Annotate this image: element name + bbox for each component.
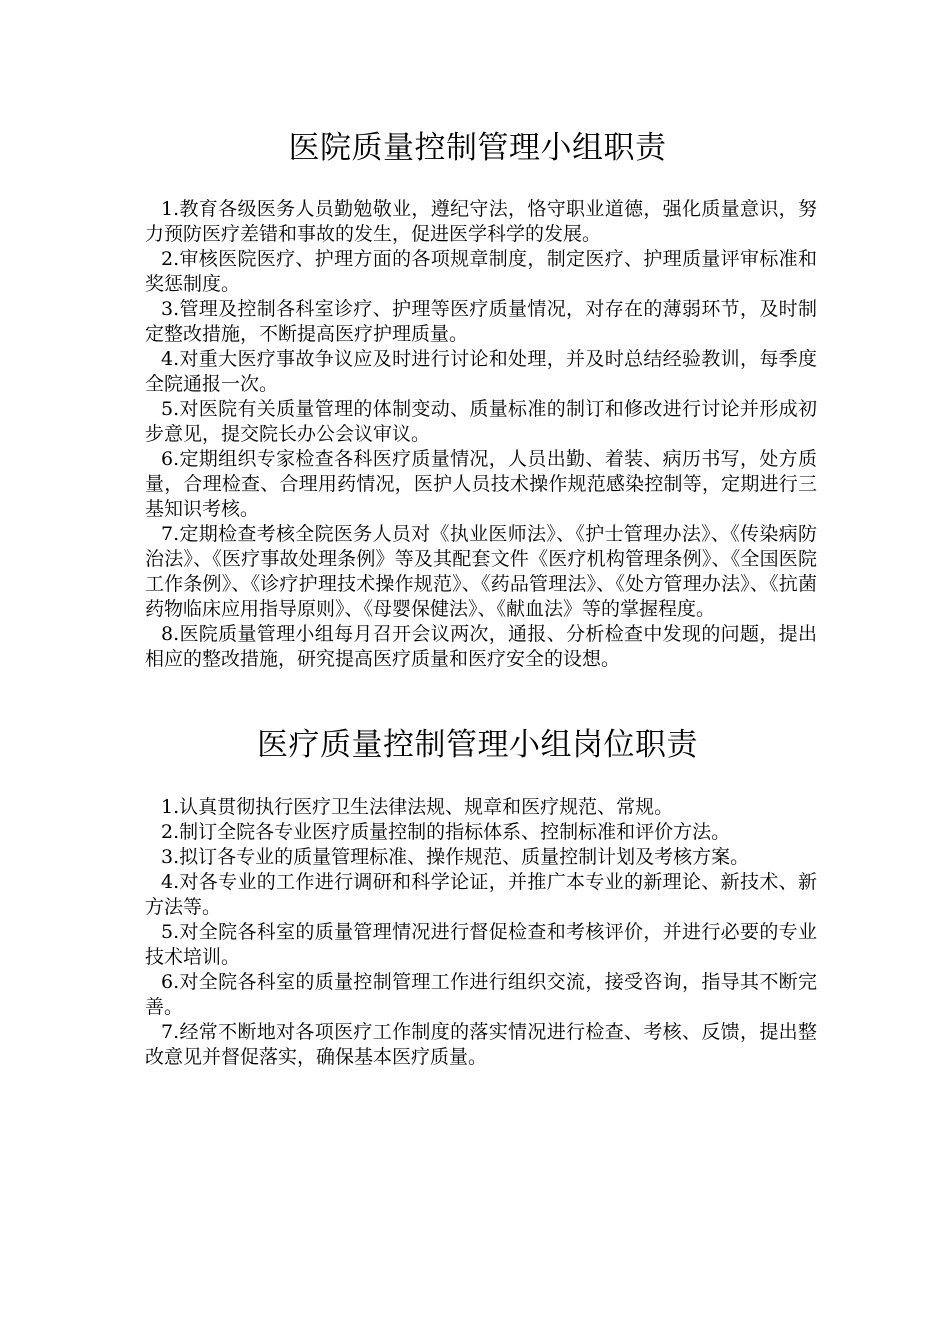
list-item: 6.定期组织专家检查各科医疗质量情况，人员出勤、着装、病历书写，处方质量，合理检查、合理用药情况，医护人员技术操作规范感染控制等，定期进行三基知识考核。 [145, 448, 817, 520]
list-item: 3.拟订各专业的质量管理标准、操作规范、质量控制计划及考核方案。 [161, 846, 750, 868]
list-item: 2.制订全院各专业医疗质量控制的指标体系、控制标准和评价方法。 [161, 821, 731, 843]
list-item: 4.对重大医疗事故争议应及时进行讨论和处理，并及时总结经验教训，每季度全院通报一次。 [145, 348, 817, 395]
section-2-title: 医疗质量控制管理小组岗位职责 [257, 727, 698, 763]
list-item: 3.管理及控制各科室诊疗、护理等医疗质量情况，对存在的薄弱环节，及时制定整改措施，不断提高医疗护理质量。 [145, 298, 817, 345]
list-item: 7.定期检查考核全院医务人员对《执业医师法》、《护士管理办法》、《传染病防治法》、《医疗事故处理条例》等及其配套文件《医疗机构管理条例》、《全国医院工作条例》、《诊疗护理技术操作规范》、《药品管理法》、《处方管理办法》、《抗菌药物临床应用指导原则》、《母婴保健法》、《献血法》等的掌握程度。 [145, 523, 817, 620]
list-item: 5.对全院各科室的质量管理情况进行督促检查和考核评价，并进行必要的专业技术培训。 [145, 921, 817, 968]
list-item: 2.审核医院医疗、护理方面的各项规章制度，制定医疗、护理质量评审标准和奖惩制度。 [145, 248, 817, 295]
list-item: 7.经常不断地对各项医疗工作制度的落实情况进行检查、考核、反馈，提出整改意见并督促落实，确保基本医疗质量。 [145, 1021, 817, 1068]
list-item: 8.医院质量管理小组每月召开会议两次，通报、分析检查中发现的问题，提出相应的整改措施，研究提高医疗质量和医疗安全的设想。 [145, 623, 817, 670]
list-item: 6.对全院各科室的质量控制管理工作进行组织交流，接受咨询，指导其不断完善。 [145, 971, 817, 1018]
section-1-title: 医院质量控制管理小组职责 [288, 130, 667, 166]
list-item: 4.对各专业的工作进行调研和科学论证，并推广本专业的新理论、新技术、新方法等。 [145, 871, 817, 918]
section-2-list [145, 795, 817, 1070]
list-item: 1.教育各级医务人员勤勉敬业，遵纪守法，恪守职业道德，强化质量意识，努力预防医疗差错和事故的发生，促进医学科学的发展。 [145, 198, 817, 245]
list-item: 1.认真贯彻执行医疗卫生法律法规、规章和医疗规范、常规。 [161, 796, 674, 818]
section-1-list [145, 197, 817, 672]
list-item: 5.对医院有关质量管理的体制变动、质量标准的制订和修改进行讨论并形成初步意见，提交院长办公会议审议。 [145, 398, 817, 445]
